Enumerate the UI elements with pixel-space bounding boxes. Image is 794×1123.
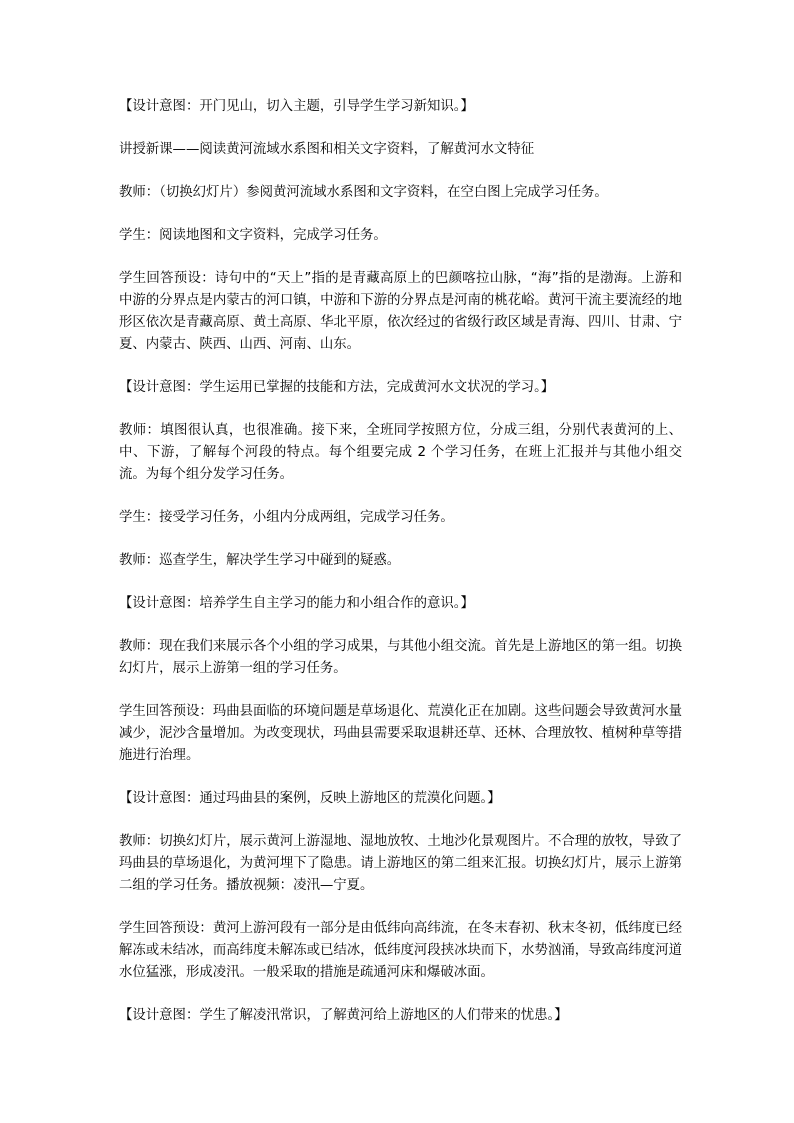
design-intent-paragraph: 【设计意图：学生运用已掌握的技能和方法，完成黄河水文状况的学习。】 <box>119 380 555 395</box>
teacher-paragraph: 教师：巡查学生，解决学生学习中碰到的疑惑。 <box>119 553 401 568</box>
student-answer-paragraph: 学生回答预设：诗句中的“天上”指的是青藏高原上的巴颜喀拉山脉，“海”指的是渤海。上游和中游的分界点是内蒙古的河口镇，中游和下游的分界点是河南的桃花峪。黄河干流主要流经的地形区依次是青藏高原、黄土高原、华北平原，依次经过的省级行政区域是青海、四川、甘肃、宁夏、内蒙古、陕西、山西、河南、山东。 <box>119 271 682 352</box>
design-intent-paragraph: 【设计意图：开门见山，切入主题，引导学生学习新知识。】 <box>119 99 474 114</box>
student-paragraph: 学生：阅读地图和文字资料，完成学习任务。 <box>119 228 387 243</box>
design-intent-paragraph: 【设计意图：培养学生自主学习的能力和小组合作的意识。】 <box>119 596 474 611</box>
teacher-paragraph: 教师：填图很认真，也很准确。接下来，全班同学按照方位，分成三组，分别代表黄河的上、中、下游，了解每个河段的特点。每个组要完成 2 个学习任务，在班上汇报并与其他小组交流。为每个组分发学习任务。 <box>119 423 682 482</box>
teacher-paragraph: 教师：现在我们来展示各个小组的学习成果，与其他小组交流。首先是上游地区的第一组。切换幻灯片，展示上游第一组的学习任务。 <box>119 639 682 676</box>
lesson-section-heading: 讲授新课——阅读黄河流域水系图和相关文字资料，了解黄河水文特征 <box>119 142 535 157</box>
student-answer-paragraph: 学生回答预设：玛曲县面临的环境问题是草场退化、荒漠化正在加剧。这些问题会导致黄河水量减少，泥沙含量增加。为改变现状，玛曲县需要采取退耕还草、还林、合理放牧、植树种草等措施进行治理。 <box>119 704 682 763</box>
design-intent-paragraph: 【设计意图：通过玛曲县的案例，反映上游地区的荒漠化问题。】 <box>119 791 501 806</box>
student-answer-paragraph: 学生回答预设：黄河上游河段有一部分是由低纬向高纬流，在冬末春初、秋末冬初，低纬度已经解冻或未结冰，而高纬度未解冻或已结冰，低纬度河段挟冰块而下，水势汹涌，导致高纬度河道水位猛涨，形成凌汛。一般采取的措施是疏通河床和爆破冰面。 <box>119 921 682 980</box>
student-paragraph: 学生：接受学习任务，小组内分成两组，完成学习任务。 <box>119 510 454 525</box>
design-intent-paragraph: 【设计意图：学生了解凌汛常识，了解黄河给上游地区的人们带来的忧患。】 <box>119 1008 568 1023</box>
teacher-paragraph: 教师：切换幻灯片，展示黄河上游湿地、湿地放牧、土地沙化景观图片。不合理的放牧，导致了玛曲县的草场退化，为黄河埋下了隐患。请上游地区的第二组来汇报。切换幻灯片，展示上游第二组的学习任务。播放视频：凌汛—宁夏。 <box>119 834 682 893</box>
document-body <box>119 96 682 1048</box>
teacher-paragraph: 教师：（切换幻灯片）参阅黄河流域水系图和文字资料，在空白图上完成学习任务。 <box>119 185 608 200</box>
